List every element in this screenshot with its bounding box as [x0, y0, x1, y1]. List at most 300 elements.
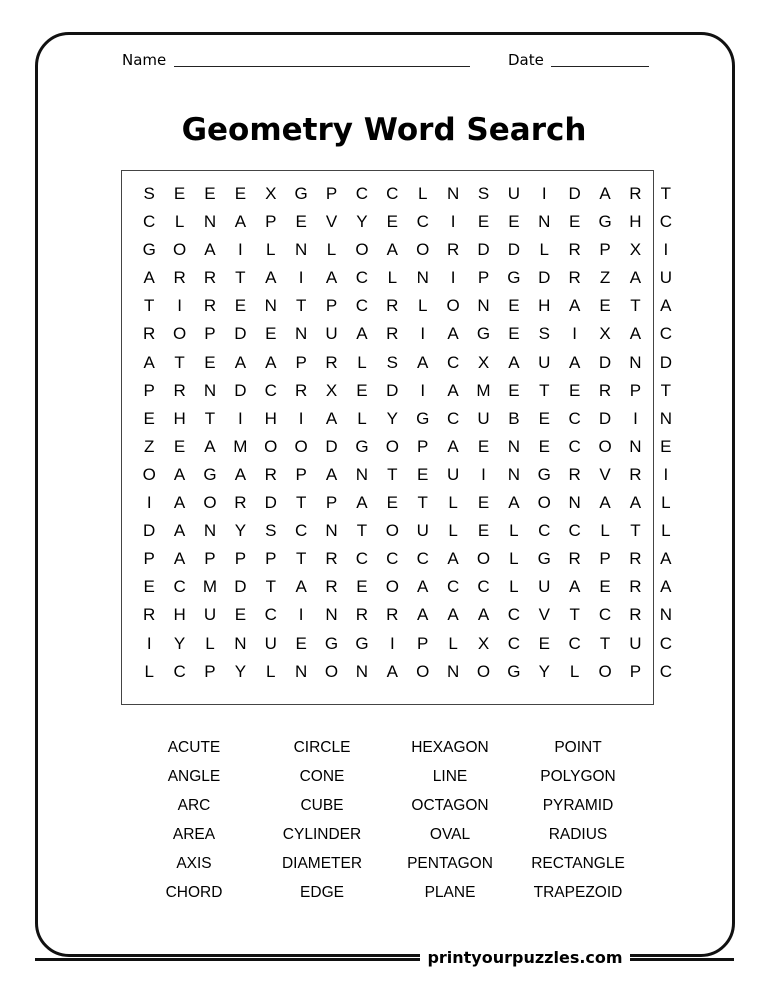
grid-letter: C: [568, 408, 581, 428]
grid-letter: L: [600, 521, 610, 541]
grid-letter: R: [173, 380, 186, 400]
word-list-item: TRAPEZOID: [533, 884, 623, 901]
grid-letter: C: [538, 521, 551, 541]
grid-letter: U: [416, 521, 429, 541]
word-list-row: [130, 794, 642, 823]
grid-letter: T: [387, 464, 398, 484]
grid-letter: A: [599, 184, 611, 203]
date-label: Date: [508, 51, 544, 69]
grid-letter: A: [660, 577, 672, 597]
grid-row: [134, 489, 681, 517]
grid-letter: G: [476, 324, 491, 344]
grid-letter: C: [173, 661, 186, 681]
grid-letter: V: [599, 464, 611, 484]
grid-letter: C: [446, 577, 460, 597]
grid-letter: I: [663, 464, 669, 484]
grid-letter: A: [629, 493, 642, 513]
grid-letter: T: [295, 296, 307, 316]
date-field-line: [551, 66, 649, 67]
grid-letter: X: [477, 633, 490, 653]
grid-letter: T: [295, 549, 307, 569]
grid-letter: O: [294, 436, 308, 456]
grid-letter: A: [234, 352, 247, 372]
grid-letter: E: [417, 464, 429, 484]
grid-letter: R: [295, 380, 308, 400]
grid-letter: A: [325, 268, 338, 288]
grid-letter: G: [324, 633, 339, 653]
grid-letter: R: [203, 296, 217, 316]
word-list-item: AREA: [172, 826, 216, 843]
grid-letter: E: [295, 212, 307, 232]
grid-letter: A: [568, 296, 581, 316]
grid-letter: L: [205, 633, 215, 653]
grid-letter: E: [660, 436, 672, 456]
grid-letter: L: [417, 296, 428, 316]
grid-letter: R: [629, 549, 642, 569]
grid-letter: T: [599, 633, 611, 653]
grid-letter: A: [508, 352, 520, 372]
grid-letter: A: [629, 268, 642, 288]
grid-letter: C: [355, 549, 369, 569]
grid-letter: D: [234, 380, 247, 400]
grid-letter: D: [325, 436, 338, 456]
grid-letter: C: [355, 296, 369, 316]
grid-letter: I: [663, 240, 669, 260]
grid-letter: A: [508, 493, 520, 513]
grid-letter: X: [599, 324, 611, 344]
word-list-item: DIAMETER: [281, 855, 363, 872]
grid-letter: I: [389, 633, 395, 653]
grid-letter: N: [355, 661, 369, 681]
grid-row: [134, 264, 681, 292]
grid-letter: N: [325, 521, 338, 541]
grid-letter: I: [481, 464, 486, 484]
grid-letter: A: [173, 549, 186, 569]
grid-letter: N: [203, 380, 217, 400]
grid-letter: P: [204, 549, 216, 569]
grid-letter: C: [143, 212, 156, 232]
grid-letter: T: [569, 605, 580, 625]
grid-letter: A: [204, 240, 216, 260]
grid-row: [134, 292, 681, 320]
grid-letter: N: [203, 521, 217, 541]
grid-letter: L: [509, 521, 519, 541]
grid-row: [134, 461, 681, 489]
grid-letter: P: [417, 436, 429, 456]
grid-letter: G: [507, 268, 521, 288]
name-field-line: [174, 66, 470, 67]
grid-letter: E: [173, 436, 186, 456]
grid-letter: P: [325, 296, 338, 316]
grid-letter: E: [356, 577, 368, 597]
grid-letter: R: [568, 464, 581, 484]
grid-letter: A: [234, 212, 247, 232]
grid-letter: E: [568, 380, 581, 400]
word-list-item: POINT: [554, 739, 602, 756]
grid-letter: Y: [356, 212, 368, 232]
grid-letter: C: [477, 577, 490, 597]
grid-letter: A: [447, 605, 459, 625]
grid-letter: R: [325, 549, 338, 569]
word-list-item: PYRAMID: [542, 797, 614, 814]
word-list-item: PENTAGON: [407, 855, 493, 872]
grid-letter: A: [386, 661, 398, 681]
grid-letter: N: [203, 212, 217, 232]
grid-letter: A: [599, 493, 611, 513]
grid-letter: E: [538, 633, 550, 653]
grid-letter: R: [598, 380, 612, 400]
grid-letter: T: [539, 380, 550, 400]
grid-letter: R: [386, 324, 399, 344]
grid-letter: E: [386, 212, 398, 232]
grid-letter: A: [660, 296, 672, 316]
grid-letter: N: [416, 268, 429, 288]
grid-letter: C: [659, 212, 672, 232]
grid-letter: U: [507, 184, 521, 203]
letter-grid: [134, 180, 681, 686]
grid-letter: C: [264, 605, 277, 625]
grid-letter: P: [629, 380, 642, 400]
grid-letter: A: [173, 521, 186, 541]
grid-letter: X: [325, 380, 338, 400]
grid-letter: S: [143, 184, 155, 203]
grid-letter: A: [234, 464, 247, 484]
grid-letter: R: [568, 240, 581, 260]
grid-letter: Y: [234, 521, 247, 541]
footer-site: printyourpuzzles.com: [420, 945, 630, 971]
grid-letter: T: [235, 268, 246, 288]
grid-letter: R: [629, 184, 642, 203]
grid-letter: E: [386, 493, 398, 513]
grid-letter: A: [447, 436, 459, 456]
grid-letter: X: [629, 240, 642, 260]
grid-letter: C: [568, 633, 581, 653]
grid-letter: L: [448, 633, 458, 653]
page-title: Geometry Word Search: [181, 112, 587, 148]
grid-letter: A: [265, 352, 277, 372]
word-list-item: CYLINDER: [282, 826, 362, 843]
grid-letter: G: [203, 464, 217, 484]
grid-letter: I: [146, 493, 152, 513]
grid-letter: E: [173, 184, 186, 203]
grid-letter: C: [173, 577, 186, 597]
grid-letter: A: [143, 352, 155, 372]
grid-letter: E: [599, 296, 611, 316]
grid-letter: L: [417, 184, 428, 203]
word-list-row: [130, 736, 642, 765]
grid-letter: U: [538, 577, 551, 597]
grid-letter: H: [173, 605, 186, 625]
grid-letter: C: [659, 661, 672, 681]
grid-letter: A: [447, 380, 459, 400]
grid-row: [134, 208, 681, 236]
word-list-item: OVAL: [429, 826, 471, 843]
grid-letter: N: [355, 464, 369, 484]
grid-letter: A: [143, 268, 155, 288]
grid-letter: H: [538, 296, 551, 316]
grid-letter: L: [661, 521, 671, 541]
grid-letter: O: [416, 240, 430, 260]
word-list-item: CHORD: [165, 884, 223, 901]
grid-letter: R: [325, 577, 338, 597]
grid-letter: U: [477, 408, 490, 428]
grid-row: [134, 236, 681, 264]
grid-letter: N: [295, 240, 308, 260]
grid-letter: N: [507, 464, 521, 484]
grid-letter: A: [417, 352, 429, 372]
grid-letter: E: [143, 577, 155, 597]
grid-letter: O: [264, 436, 278, 456]
grid-letter: L: [509, 549, 519, 569]
grid-letter: O: [598, 661, 612, 681]
grid-letter: O: [324, 661, 339, 681]
name-label: Name: [122, 51, 167, 69]
grid-letter: T: [660, 380, 672, 400]
grid-letter: T: [144, 296, 155, 316]
grid-letter: R: [143, 605, 156, 625]
grid-letter: P: [325, 493, 338, 513]
grid-letter: P: [234, 549, 247, 569]
grid-letter: A: [356, 493, 368, 513]
grid-letter: E: [477, 436, 490, 456]
grid-letter: L: [357, 408, 367, 428]
grid-letter: I: [572, 324, 578, 344]
grid-letter: P: [143, 380, 155, 400]
grid-letter: A: [204, 436, 216, 456]
grid-letter: N: [234, 633, 247, 653]
grid-letter: E: [477, 212, 490, 232]
grid-letter: D: [568, 184, 581, 203]
grid-letter: O: [416, 661, 430, 681]
grid-letter: I: [450, 268, 456, 288]
grid-letter: R: [264, 464, 277, 484]
grid-letter: T: [630, 521, 641, 541]
word-list-row: [130, 852, 642, 881]
word-list-row: [130, 823, 642, 852]
grid-letter: G: [537, 464, 551, 484]
grid-letter: A: [265, 268, 277, 288]
grid-letter: R: [629, 577, 642, 597]
grid-letter: C: [659, 324, 672, 344]
grid-letter: T: [295, 493, 307, 513]
grid-row: [134, 433, 681, 461]
grid-letter: C: [295, 521, 308, 541]
grid-letter: R: [629, 605, 642, 625]
grid-letter: X: [477, 352, 490, 372]
grid-letter: A: [417, 605, 429, 625]
grid-letter: L: [144, 661, 154, 681]
grid-letter: R: [355, 605, 369, 625]
grid-letter: P: [599, 549, 611, 569]
word-list-item: ARC: [177, 797, 211, 814]
grid-letter: P: [265, 549, 277, 569]
grid-letter: R: [386, 605, 399, 625]
grid-letter: O: [598, 436, 612, 456]
grid-letter: I: [238, 408, 243, 428]
grid-letter: R: [203, 268, 217, 288]
grid-letter: N: [295, 324, 308, 344]
grid-letter: N: [264, 296, 277, 316]
grid-letter: O: [355, 240, 369, 260]
word-list-item: ACUTE: [167, 739, 221, 756]
grid-letter: R: [325, 352, 338, 372]
grid-letter: T: [417, 493, 428, 513]
grid-letter: I: [420, 380, 426, 400]
grid-letter: O: [446, 296, 460, 316]
grid-letter: G: [294, 184, 308, 203]
grid-letter: P: [477, 268, 490, 288]
grid-letter: D: [477, 240, 490, 260]
grid-letter: R: [568, 268, 581, 288]
grid-letter: I: [420, 324, 426, 344]
grid-letter: I: [238, 240, 243, 260]
grid-letter: C: [386, 549, 399, 569]
grid-letter: P: [295, 352, 307, 372]
grid-letter: E: [477, 521, 490, 541]
grid-letter: E: [568, 212, 581, 232]
grid-letter: N: [629, 436, 642, 456]
word-list-item: CUBE: [300, 797, 344, 814]
grid-letter: E: [204, 184, 216, 203]
grid-letter: L: [326, 240, 337, 260]
grid-letter: D: [264, 493, 277, 513]
grid-letter: G: [537, 549, 551, 569]
grid-letter: O: [172, 240, 187, 260]
grid-letter: L: [357, 352, 367, 372]
grid-letter: A: [295, 577, 307, 597]
grid-row: [134, 601, 681, 629]
grid-row: [134, 630, 681, 658]
word-list-row: [130, 765, 642, 794]
grid-letter: A: [386, 240, 398, 260]
grid-letter: E: [477, 493, 490, 513]
grid-letter: A: [325, 464, 338, 484]
grid-letter: A: [629, 324, 642, 344]
grid-letter: T: [265, 577, 276, 597]
grid-letter: L: [448, 521, 458, 541]
grid-letter: D: [598, 408, 612, 428]
grid-letter: T: [356, 521, 368, 541]
grid-letter: H: [173, 408, 186, 428]
grid-letter: E: [599, 577, 611, 597]
grid-letter: I: [298, 408, 304, 428]
grid-letter: E: [204, 352, 216, 372]
word-list-item: AXIS: [176, 855, 212, 872]
grid-letter: N: [325, 605, 338, 625]
grid-letter: G: [142, 240, 156, 260]
grid-letter: U: [264, 633, 277, 653]
grid-letter: A: [325, 408, 338, 428]
grid-letter: E: [538, 408, 550, 428]
grid-letter: D: [143, 521, 156, 541]
grid-letter: E: [295, 633, 307, 653]
grid-letter: U: [629, 633, 642, 653]
grid-row: [134, 377, 681, 405]
grid-letter: N: [629, 352, 642, 372]
word-list-item: CIRCLE: [293, 739, 351, 756]
grid-letter: R: [143, 324, 156, 344]
grid-letter: A: [356, 324, 368, 344]
word-list-item: EDGE: [300, 884, 344, 901]
footer-rule-left: [35, 958, 420, 961]
grid-letter: H: [629, 212, 642, 232]
grid-row: [134, 658, 681, 686]
footer-rule-right: [630, 958, 734, 961]
grid-letter: V: [325, 212, 338, 232]
grid-letter: C: [568, 436, 581, 456]
grid-letter: G: [598, 212, 612, 232]
grid-letter: E: [508, 324, 520, 344]
grid-letter: T: [204, 408, 216, 428]
word-list-item: RECTANGLE: [531, 855, 625, 872]
grid-letter: E: [508, 212, 520, 232]
grid-letter: S: [477, 184, 490, 203]
grid-letter: E: [508, 296, 520, 316]
grid-letter: A: [417, 577, 429, 597]
grid-letter: E: [508, 380, 520, 400]
grid-letter: U: [325, 324, 338, 344]
grid-letter: T: [174, 352, 185, 372]
word-list-item: POLYGON: [540, 768, 616, 785]
grid-letter: G: [416, 408, 430, 428]
grid-letter: X: [265, 184, 277, 203]
grid-letter: P: [204, 324, 216, 344]
grid-letter: E: [356, 380, 368, 400]
grid-letter: L: [266, 661, 276, 681]
grid-letter: E: [234, 296, 247, 316]
grid-letter: P: [265, 212, 277, 232]
grid-letter: C: [568, 521, 581, 541]
grid-letter: A: [447, 324, 459, 344]
grid-letter: O: [385, 577, 399, 597]
grid-letter: L: [509, 577, 519, 597]
grid-letter: H: [264, 408, 277, 428]
grid-row: [134, 320, 681, 348]
grid-letter: Z: [144, 436, 155, 456]
grid-letter: N: [477, 296, 490, 316]
grid-letter: D: [234, 324, 247, 344]
grid-letter: G: [355, 436, 369, 456]
grid-letter: E: [538, 436, 550, 456]
grid-letter: M: [233, 436, 248, 456]
grid-letter: N: [538, 212, 551, 232]
grid-letter: C: [264, 380, 277, 400]
grid-letter: R: [568, 549, 581, 569]
grid-letter: L: [266, 240, 276, 260]
grid-letter: A: [477, 605, 490, 625]
grid-letter: U: [659, 268, 672, 288]
grid-letter: L: [569, 661, 580, 681]
grid-letter: Y: [173, 633, 186, 653]
grid-letter: I: [450, 212, 456, 232]
grid-letter: T: [630, 296, 641, 316]
grid-letter: P: [325, 184, 338, 203]
grid-letter: S: [538, 324, 550, 344]
grid-letter: S: [386, 352, 398, 372]
grid-letter: C: [386, 184, 399, 203]
grid-letter: I: [298, 605, 304, 625]
grid-letter: O: [476, 549, 491, 569]
grid-letter: R: [173, 268, 186, 288]
grid-letter: I: [298, 268, 304, 288]
word-list-item: CONE: [299, 768, 345, 785]
word-list-item: RADIUS: [548, 826, 608, 843]
grid-letter: C: [416, 549, 429, 569]
grid-letter: L: [387, 268, 398, 288]
word-list-item: LINE: [432, 768, 468, 785]
grid-letter: I: [177, 296, 182, 316]
grid-letter: N: [659, 408, 672, 428]
